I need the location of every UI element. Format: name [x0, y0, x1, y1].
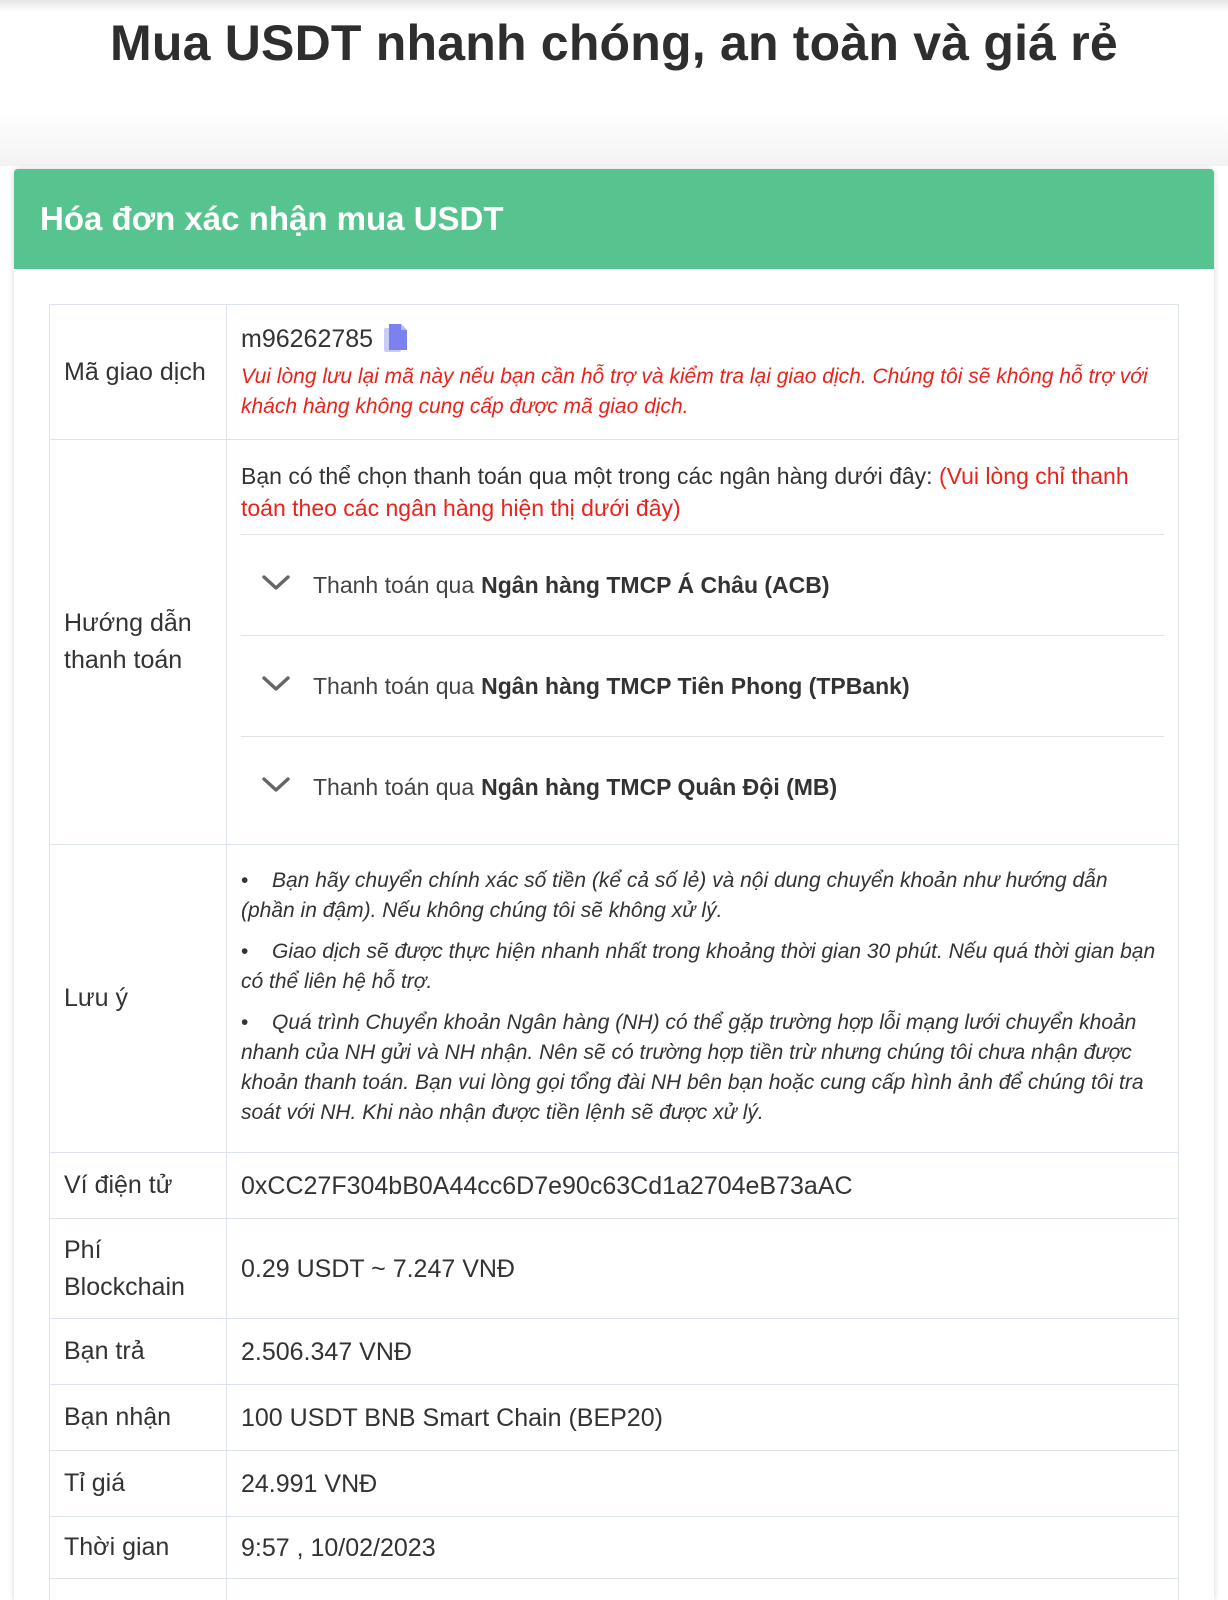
notes-list — [241, 852, 1164, 1146]
section-divider — [0, 110, 1228, 166]
note-item — [241, 1008, 1164, 1128]
bank-prefix: Thanh toán qua — [313, 773, 475, 800]
next-label — [50, 1579, 227, 1600]
chevron-down-icon — [261, 770, 297, 804]
page-title: Mua USDT nhanh chóng, an toàn và giá rẻ — [110, 15, 1118, 71]
bullet-icon: • — [241, 868, 249, 892]
next-value — [227, 1579, 1179, 1600]
row-receive — [50, 1385, 1179, 1451]
top-shadow — [0, 0, 1228, 12]
transaction-code-line — [241, 322, 409, 356]
pay-value: 2.506.347 VNĐ — [227, 1319, 1179, 1385]
bank-name: Ngân hàng TMCP Á Châu (ACB) — [481, 571, 830, 598]
row-notes — [50, 845, 1179, 1153]
row-next — [50, 1579, 1179, 1600]
fee-value: 0.29 USDT ~ 7.247 VNĐ — [227, 1219, 1179, 1319]
bullet-icon: • — [241, 939, 249, 963]
bullet-icon: • — [241, 1010, 249, 1034]
note-text: Bạn hãy chuyển chính xác số tiền (kể cả số lẻ) và nội dung chuyển khoản như hướng dẫn (phần in đậm). Nếu không chúng tôi sẽ không xử lý. — [241, 868, 1108, 922]
payment-intro-note: (Vui lòng chỉ thanh toán theo các ngân hàng hiện thị dưới đây) — [241, 462, 1129, 521]
payment-intro — [241, 448, 1164, 535]
bank-name: Ngân hàng TMCP Tiên Phong (TPBank) — [481, 672, 910, 699]
row-fee — [50, 1219, 1179, 1319]
invoice-table — [49, 304, 1179, 1600]
time-label: Thời gian — [50, 1517, 227, 1579]
pay-label: Bạn trả — [50, 1319, 227, 1385]
transaction-code[interactable]: m96262785 — [241, 325, 374, 353]
row-payment — [50, 440, 1179, 845]
bank-option-acb[interactable] — [241, 535, 1164, 636]
transaction-cell — [227, 305, 1179, 440]
bank-option-tpbank[interactable] — [241, 636, 1164, 737]
receive-label: Bạn nhận — [50, 1385, 227, 1451]
notes-label: Lưu ý — [50, 845, 227, 1153]
payment-intro-text: Bạn có thể chọn thanh toán qua một trong các ngân hàng dưới đây: — [241, 462, 933, 489]
receive-value: 100 USDT BNB Smart Chain (BEP20) — [227, 1385, 1179, 1451]
rate-value: 24.991 VNĐ — [227, 1451, 1179, 1517]
row-rate — [50, 1451, 1179, 1517]
chevron-down-icon — [261, 568, 297, 602]
copy-icon[interactable] — [383, 323, 409, 355]
rate-label: Tỉ giá — [50, 1451, 227, 1517]
bank-prefix: Thanh toán qua — [313, 571, 475, 598]
row-pay — [50, 1319, 1179, 1385]
payment-cell — [227, 440, 1179, 845]
note-item — [241, 937, 1164, 997]
note-text: Giao dịch sẽ được thực hiện nhanh nhất trong khoảng thời gian 30 phút. Nếu quá thời gian bạn có thể liên hệ hỗ trợ. — [241, 939, 1156, 993]
transaction-label: Mã giao dịch — [50, 305, 227, 440]
row-transaction — [50, 305, 1179, 440]
bank-option-mb[interactable] — [241, 737, 1164, 837]
time-value: 9:57 , 10/02/2023 — [227, 1517, 1179, 1579]
row-wallet — [50, 1153, 1179, 1219]
payment-label: Hướng dẫn thanh toán — [50, 440, 227, 845]
note-text: Quá trình Chuyển khoản Ngân hàng (NH) có thể gặp trường hợp lỗi mạng lưới chuyển khoản nhanh của NH gửi và NH nhận. Nên sẽ có trường hợp tiền trừ nhưng chúng tôi chưa nhận được khoản thanh toán. Bạn vui lòng gọi tổng đài NH bên bạn hoặc cung cấp hình ảnh để chúng tôi tra soát với NH. Khi nào nhận được tiền lệnh sẽ được xử lý. — [241, 1010, 1144, 1124]
row-time — [50, 1517, 1179, 1579]
chevron-down-icon — [261, 669, 297, 703]
bank-name: Ngân hàng TMCP Quân Đội (MB) — [481, 773, 838, 800]
transaction-warning: Vui lòng lưu lại mã này nếu bạn cần hỗ trợ và kiểm tra lại giao dịch. Chúng tôi sẽ không hỗ trợ với khách hàng không cung cấp được mã giao dịch. — [241, 365, 1148, 418]
invoice-card — [14, 169, 1214, 1600]
bank-prefix: Thanh toán qua — [313, 672, 475, 699]
invoice-header: Hóa đơn xác nhận mua USDT — [14, 169, 1214, 269]
wallet-value[interactable]: 0xCC27F304bB0A44cc6D7e90c63Cd1a2704eB73aAC — [227, 1153, 1179, 1219]
fee-label: Phí Blockchain — [50, 1219, 227, 1319]
notes-cell — [227, 845, 1179, 1153]
note-item — [241, 866, 1164, 926]
wallet-label: Ví điện tử — [50, 1153, 227, 1219]
